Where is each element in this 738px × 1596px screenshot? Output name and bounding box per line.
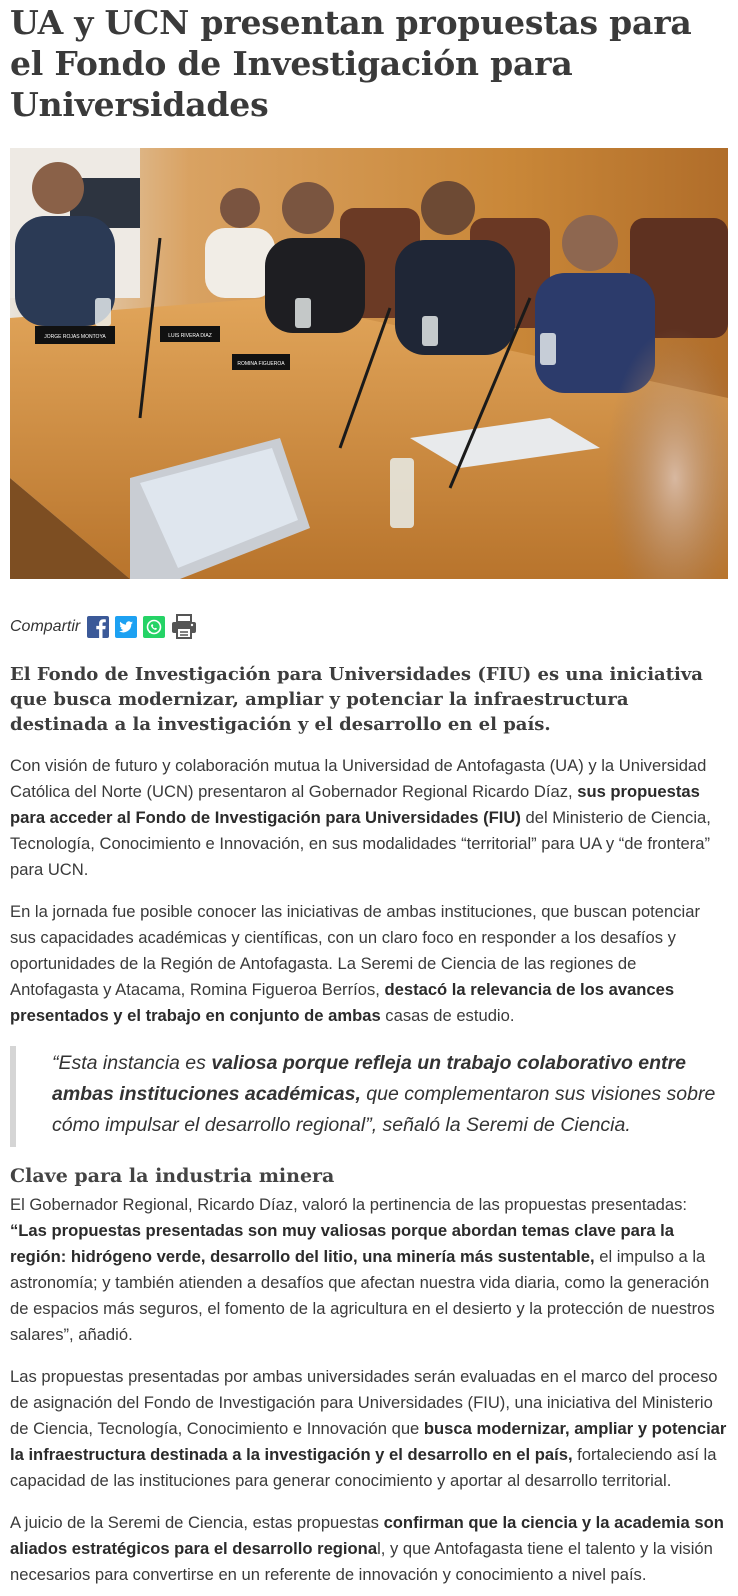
print-icon[interactable] [170,615,198,639]
nameplate-2: LUIS RIVERA DIAZ [168,333,212,339]
paragraph-1: Con visión de futuro y colaboración mutua la Universidad de Antofagasta (UA) y la Universidad Católica del Norte (UCN) presentaron al Gobernador Regional Ricardo Díaz, sus propuestas para acceder al Fondo de Investigación para Universidades (FIU) del Ministerio de Ciencia, Tecnología, Conocimiento e Innovación, en sus modalidades “territorial” para UA y “de frontera” para UCN. [10,756,711,879]
paragraph-5: A juicio de la Seremi de Ciencia, estas propuestas confirman que la ciencia y la academia son aliados estratégicos para el desarrollo regional, y que Antofagasta tiene el talento y la visión necesarios para convertirse en un referente de innovación y conocimiento a nivel país. [10,1513,724,1584]
share-label: Compartir [10,618,81,635]
article-title: UA y UCN presentan propuestas para el Fondo de Investigación para Universidades [10,3,692,124]
paragraph-4: Las propuestas presentadas por ambas universidades serán evaluadas en el marco del proceso de asignación del Fondo de Investigación para Universidades (FIU), una iniciativa del Ministerio de Ciencia, Tecnología, Conocimiento e Innovación que busca modernizar, ampliar y potenciar la infraestructura destinada a la investigación y el desarrollo en el país, fortaleciendo así la capacidad de las instituciones para generar conocimiento y aportar al desarrollo territorial. [10,1367,727,1490]
paragraph-3: El Gobernador Regional, Ricardo Díaz, valoró la pertinencia de las propuestas presentadas: “Las propuestas presentadas son muy valiosas porque abordan temas clave para la región: hidrógeno verde, desarrollo del litio, una minería más sustentable, el impulso a la astronomía; y también atienden a desafíos que afectan nuestra vida diaria, como la generación de espacios más seguros, el fomento de la agricultura en el desierto y la protección de nuestros salares”, añadió. [10,1195,715,1344]
nameplate-1: JORGE ROJAS MONTOYA [44,334,106,340]
meeting-photo-illustration [10,148,728,579]
whatsapp-icon[interactable] [142,615,166,639]
section-subheading: Clave para la industria minera [10,1165,335,1187]
pull-quote: “Esta instancia es valiosa porque refleja un trabajo colaborativo entre ambas instituciones académicas, que complementaron sus visiones sobre cómo impulsar el desarrollo regional”, señaló la Seremi de Ciencia. [10,1046,728,1147]
article-lede: El Fondo de Investigación para Universidades (FIU) es una iniciativa que busca modernizar, ampliar y potenciar la infraestructura destinada a la investigación y el desarrollo en el país. [10,664,703,735]
twitter-icon[interactable] [114,615,138,639]
facebook-icon[interactable] [86,615,110,639]
article-photo [10,148,728,579]
paragraph-2: En la jornada fue posible conocer las iniciativas de ambas instituciones, que buscan potenciar sus capacidades académicas y científicas, con un claro foco en responder a los desafíos y oportunidades de la Región de Antofagasta. La Seremi de Ciencia de las regiones de Antofagasta y Atacama, Romina Figueroa Berríos, destacó la relevancia de los avances presentados y el trabajo en conjunto de ambas casas de estudio. [10,902,700,1025]
share-bar [10,614,728,640]
nameplate-3: ROMINA FIGUEROA [237,361,285,367]
